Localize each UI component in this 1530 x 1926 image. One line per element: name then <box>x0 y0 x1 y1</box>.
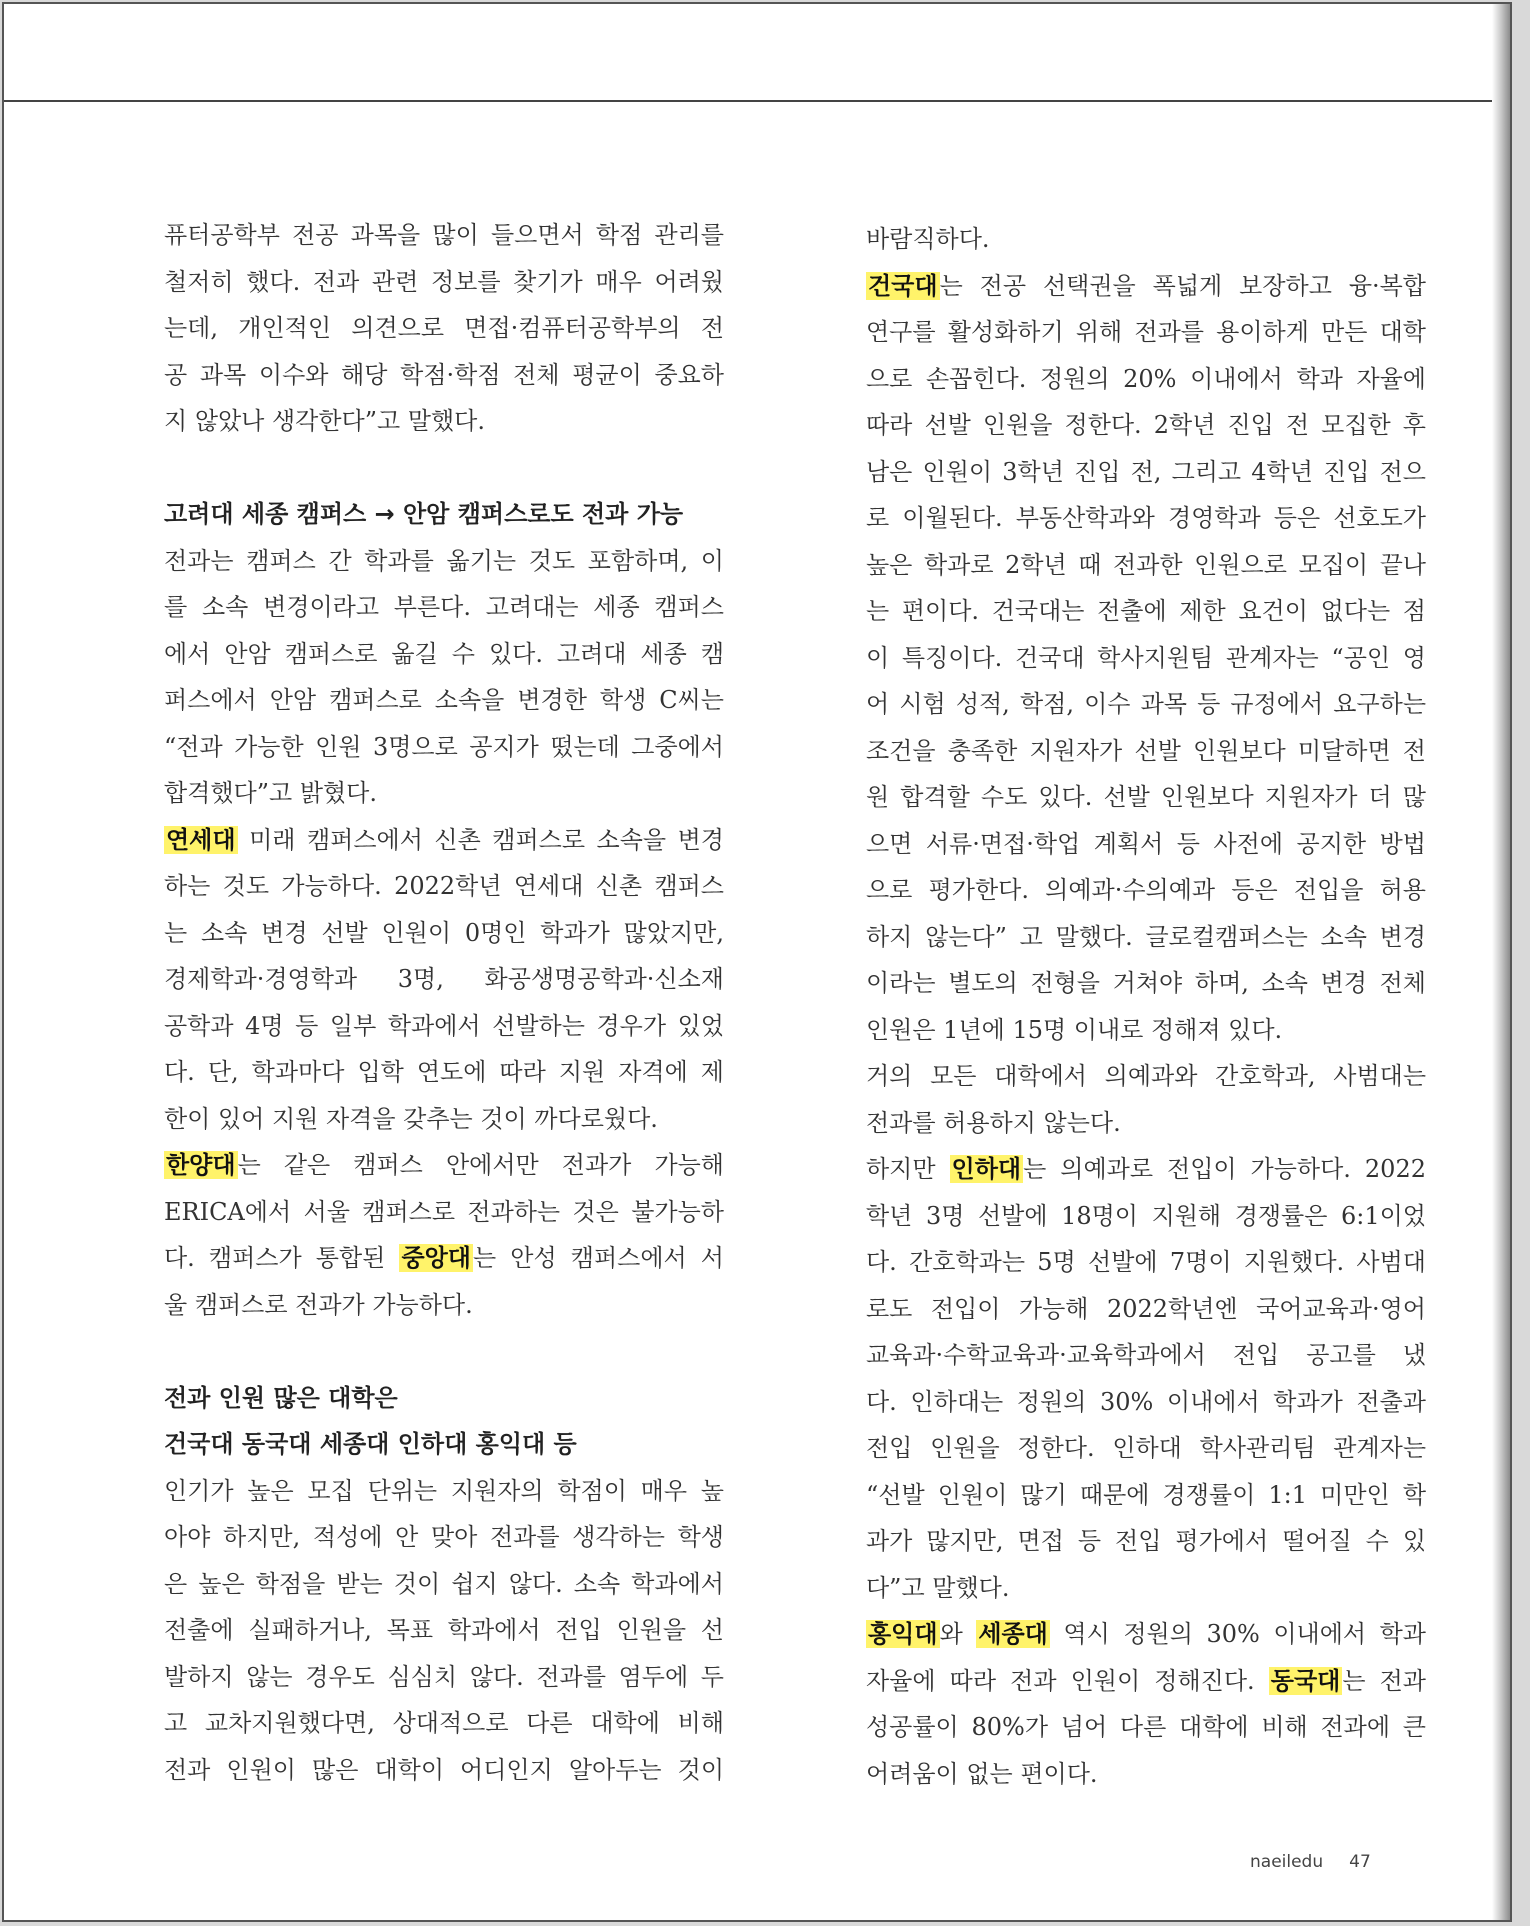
highlighted-university: 세종대 <box>978 1620 1048 1648</box>
highlighted-university: 동국대 <box>1270 1666 1341 1695</box>
text-line: 따라 선발 인원을 정한다. 2학년 진입 전 모집한 후 <box>866 411 1426 439</box>
text-line: 홍익대와 세종대 역시 정원의 30% 이내에서 학과 <box>868 1620 1426 1648</box>
text-line: 발하지 않는 경우도 심심치 않다. 전과를 염두에 두 <box>164 1662 724 1691</box>
text-line: 는 소속 변경 선발 인원이 0명인 학과가 많았지만, <box>164 918 724 947</box>
text-line: 경제학과·경영학과 3명, 화공생명공학과·신소재 <box>164 965 724 993</box>
text-line: 원 합격할 수도 있다. 선발 인원보다 지원자가 더 많 <box>866 783 1426 811</box>
text-line: 퍼스에서 안암 캠퍼스로 소속을 변경한 학생 C씨는 <box>164 686 724 714</box>
text-line: 한이 있어 지원 자격을 갖추는 것이 까다로웠다. <box>164 1104 658 1133</box>
highlighted-university: 연세대 <box>166 825 236 854</box>
section-heading: 건국대 동국대 세종대 인하대 홍익대 등 <box>164 1430 577 1458</box>
text-line: 이 특징이다. 건국대 학사지원팀 관계자는 “공인 영 <box>866 643 1426 672</box>
page-number: 47 <box>1349 1852 1371 1872</box>
text-line: 자율에 따라 전과 인원이 정해진다. 동국대는 전과 <box>866 1666 1426 1695</box>
text-line: 하지 않는다” 고 말했다. 글로컬캠퍼스는 소속 변경 <box>866 922 1426 951</box>
magazine-page <box>2 2 1512 1922</box>
text-line: 다. 단, 학과마다 입학 연도에 따라 지원 자격에 제 <box>164 1058 724 1086</box>
text-line: 다. 인하대는 정원의 30% 이내에서 학과가 전출과 <box>866 1387 1426 1416</box>
text-line: 다. 간호학과는 5명 선발에 7명이 지원했다. 사범대 <box>866 1248 1426 1276</box>
highlighted-university: 중앙대 <box>401 1244 471 1272</box>
section-heading: 고려대 세종 캠퍼스 → 안암 캠퍼스로도 전과 가능 <box>164 500 684 528</box>
text-line: 다. 캠퍼스가 통합된 중앙대는 안성 캠퍼스에서 서 <box>164 1244 724 1272</box>
top-rule <box>4 100 1510 102</box>
text-line: 는데, 개인적인 의견으로 면접·컴퓨터공학부의 전 <box>164 314 724 342</box>
text-line: 로 이월된다. 부동산학과와 경영학과 등은 선호도가 <box>866 504 1426 532</box>
text-line: 으로 손꼽힌다. 정원의 20% 이내에서 학과 자율에 <box>866 364 1426 393</box>
text-line: “전과 가능한 인원 3명으로 공지가 떴는데 그중에서 <box>164 732 724 761</box>
text-line: 를 소속 변경이라고 부른다. 고려대는 세종 캠퍼스 <box>164 593 724 621</box>
text-line: ERICA에서 서울 캠퍼스로 전과하는 것은 불가능하 <box>164 1197 724 1226</box>
text-line: 고 교차지원했다면, 상대적으로 다른 대학에 비해 <box>164 1709 724 1737</box>
text-line: 인원은 1년에 15명 이내로 정해져 있다. <box>866 1015 1283 1044</box>
text-line: 로도 전입이 가능해 2022학년엔 국어교육과·영어 <box>866 1294 1426 1323</box>
text-line: 어 시험 성적, 학점, 이수 과목 등 규정에서 요구하는 <box>866 690 1426 718</box>
section-heading: 전과 인원 많은 대학은 <box>164 1383 398 1412</box>
text-line: 하는 것도 가능하다. 2022학년 연세대 신촌 캠퍼스 <box>164 872 724 900</box>
text-line: 지 않았나 생각한다”고 말했다. <box>164 407 485 435</box>
text-line: 높은 학과로 2학년 때 전과한 인원으로 모집이 끝나 <box>866 550 1426 579</box>
text-line: 하지만 인하대는 의예과로 전입이 가능하다. 2022 <box>866 1155 1426 1183</box>
page-spine-shadow <box>1492 4 1510 1920</box>
text-line: 는 편이다. 건국대는 전출에 제한 요건이 없다는 점 <box>866 597 1426 625</box>
text-line: 한양대는 같은 캠퍼스 안에서만 전과가 가능해 <box>166 1151 724 1179</box>
text-line: 철저히 했다. 전과 관련 정보를 찾기가 매우 어려웠 <box>164 267 724 296</box>
publication-name: naeiledu <box>1250 1852 1324 1872</box>
text-line: 공학과 4명 등 일부 학과에서 선발하는 경우가 있었 <box>164 1011 724 1040</box>
text-line: 울 캠퍼스로 전과가 가능하다. <box>164 1290 473 1319</box>
text-line: “선발 인원이 많기 때문에 경쟁률이 1:1 미만인 학 <box>866 1480 1426 1509</box>
text-line: 으면 서류·면접·학업 계획서 등 사전에 공지한 방법 <box>866 829 1426 858</box>
left-column <box>164 212 724 1793</box>
text-line: 전입 인원을 정한다. 인하대 학사관리팀 관계자는 <box>866 1434 1426 1462</box>
text-line: 으로 평가한다. 의예과·수의예과 등은 전입을 허용 <box>866 876 1426 904</box>
text-line: 에서 안암 캠퍼스로 옮길 수 있다. 고려대 세종 캠 <box>164 639 724 668</box>
text-line: 남은 인원이 3학년 진입 전, 그리고 4학년 진입 전으 <box>866 457 1426 486</box>
text-line: 교육과·수학교육과·교육학과에서 전입 공고를 냈 <box>866 1341 1426 1369</box>
text-line: 조건을 충족한 지원자가 선발 인원보다 미달하면 전 <box>866 736 1426 765</box>
highlighted-university: 건국대 <box>868 271 938 300</box>
text-line: 아야 하지만, 적성에 안 맞아 전과를 생각하는 학생 <box>164 1523 724 1551</box>
page-footer <box>1250 1852 1371 1872</box>
text-line: 전과를 허용하지 않는다. <box>866 1108 1121 1137</box>
text-line: 공 과목 이수와 해당 학점·학점 전체 평균이 중요하 <box>164 360 724 389</box>
right-column <box>866 216 1426 1797</box>
text-line: 성공률이 80%가 넘어 다른 대학에 비해 전과에 큰 <box>866 1713 1426 1741</box>
highlighted-university: 홍익대 <box>868 1620 938 1648</box>
highlighted-university: 인하대 <box>951 1155 1022 1183</box>
text-line: 연구를 활성화하기 위해 전과를 용이하게 만든 대학 <box>866 318 1426 346</box>
text-line: 퓨터공학부 전공 과목을 많이 들으면서 학점 관리를 <box>164 221 724 249</box>
text-line: 어려움이 없는 편이다. <box>866 1759 1098 1788</box>
text-line: 전과는 캠퍼스 간 학과를 옮기는 것도 포함하며, 이 <box>164 546 724 575</box>
highlighted-university: 한양대 <box>166 1151 236 1179</box>
text-line: 건국대는 전공 선택권을 폭넓게 보장하고 융·복합 <box>868 271 1426 300</box>
text-line: 은 높은 학점을 받는 것이 쉽지 않다. 소속 학과에서 <box>164 1569 724 1598</box>
text-line: 전과 인원이 많은 대학이 어디인지 알아두는 것이 <box>164 1755 724 1784</box>
text-line: 이라는 별도의 전형을 거쳐야 하며, 소속 변경 전체 <box>866 969 1426 997</box>
text-line: 합격했다”고 밝혔다. <box>164 779 377 807</box>
text-line: 과가 많지만, 면접 등 전입 평가에서 떨어질 수 있 <box>866 1527 1426 1555</box>
text-line: 학년 3명 선발에 18명이 지원해 경쟁률은 6:1이었 <box>866 1201 1426 1230</box>
text-line: 연세대 미래 캠퍼스에서 신촌 캠퍼스로 소속을 변경 <box>166 825 724 854</box>
text-line: 거의 모든 대학에서 의예과와 간호학과, 사범대는 <box>866 1062 1426 1090</box>
text-line: 바람직하다. <box>866 225 990 253</box>
text-line: 전출에 실패하거나, 목표 학과에서 전입 인원을 선 <box>164 1616 724 1644</box>
text-line: 다”고 말했다. <box>866 1573 1010 1602</box>
text-line: 인기가 높은 모집 단위는 지원자의 학점이 매우 높 <box>164 1476 724 1505</box>
